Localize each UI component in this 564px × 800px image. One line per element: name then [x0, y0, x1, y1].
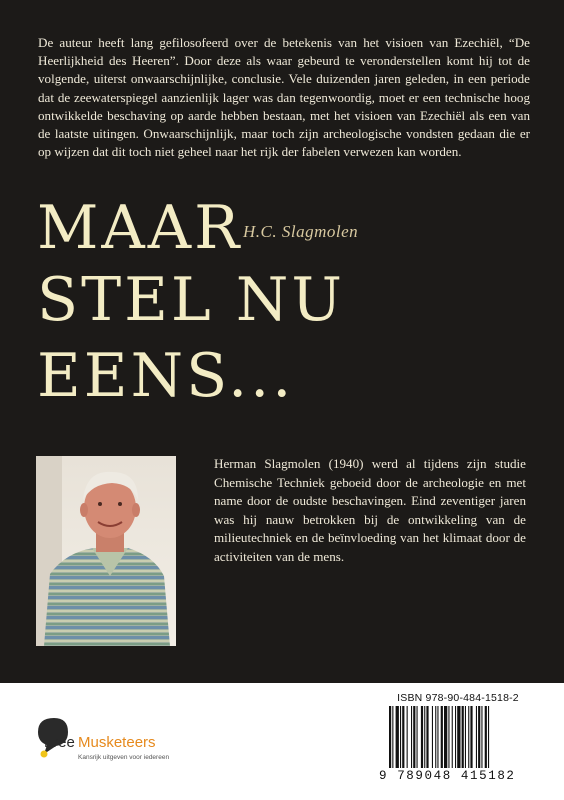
author-bio: Herman Slagmolen (1940) werd al tijdens zijn studie Chemische Techniek geboeid door de archeologie en met name door de oudste beschavingen. Eind zeventiger jaren was hij nauw betrokken bij de ontwikkeling van de milieutechniek en de beïnvloeding van het klimaat door de activiteiten van de mens. [214, 456, 526, 564]
publisher-name-musketeers: Musketeers [78, 734, 156, 751]
barcode-bar [478, 706, 480, 768]
barcode-bar [417, 706, 418, 768]
barcode-bar [435, 706, 436, 768]
author-name: H.C. Slagmolen [243, 222, 359, 241]
title-line-2: STEL NU [37, 265, 345, 335]
barcode-bar [481, 706, 482, 768]
barcode-bar [424, 706, 425, 768]
publisher-name-free: Free [44, 734, 75, 751]
barcode-bar [432, 706, 433, 768]
barcode-bar [402, 706, 404, 768]
barcode-bar [411, 706, 412, 768]
barcode-bar [426, 706, 428, 768]
barcode-bar [400, 706, 401, 768]
barcode-bar [457, 706, 460, 768]
publisher-logo [34, 714, 194, 778]
barcode-bar [452, 706, 453, 768]
ean-digits: 9 789048 415182 [379, 769, 516, 783]
barcode-bar [468, 706, 469, 768]
barcode-bar [470, 706, 472, 768]
title-line-1: MAAR [37, 193, 243, 263]
barcode-bar [476, 706, 477, 768]
barcode-bar [465, 706, 466, 768]
barcode-bar [455, 706, 456, 768]
publisher-tagline: Kansrijk uitgeven voor iedereen [78, 754, 170, 761]
isbn-label: ISBN 978-90-484-1518-2 [397, 692, 519, 704]
barcode-bar [441, 706, 443, 768]
barcode-bar [488, 706, 489, 768]
barcode-bar [448, 706, 449, 768]
barcode-bar [413, 706, 415, 768]
barcode-bar [444, 706, 447, 768]
title-line-3: EENS... [37, 341, 295, 411]
book-blurb: De auteur heeft lang gefilosofeerd over de betekenis van het visioen van Ezechiël, “De Heerlijkheid des Heeren”. Door deze als waar gebeurd te veronderstellen komt hij tot de volgende, uiterst onwaarschijnlijke, conclusie. Vele duizenden jaren geleden, in een periode dat de zeewaterspiegel aanzienlijk lager was dan tegenwoordig, moet er een technische hoog ontwikkelde beschaving op aarde hebben bestaan, met het visioen van Ezechiël als een van de laatste uitingen. Onwaarschijnlijk, maar toch zijn archeologische vondsten gedaan die er op wijzen dat dit toch niet geheel naar het rijk der fabelen verwezen kan worden. [38, 35, 530, 160]
author-photo [36, 456, 176, 646]
barcode-bar [396, 706, 399, 768]
barcode-bar [485, 706, 487, 768]
barcode-bar [421, 706, 423, 768]
barcode-bar [389, 706, 391, 768]
isbn-barcode [379, 692, 537, 786]
barcode-bar [407, 706, 408, 768]
barcode-bar [392, 706, 393, 768]
barcode-bar [462, 706, 464, 768]
barcode-bar [437, 706, 438, 768]
barcode-bars [379, 706, 537, 768]
author-portrait-image [36, 456, 176, 646]
